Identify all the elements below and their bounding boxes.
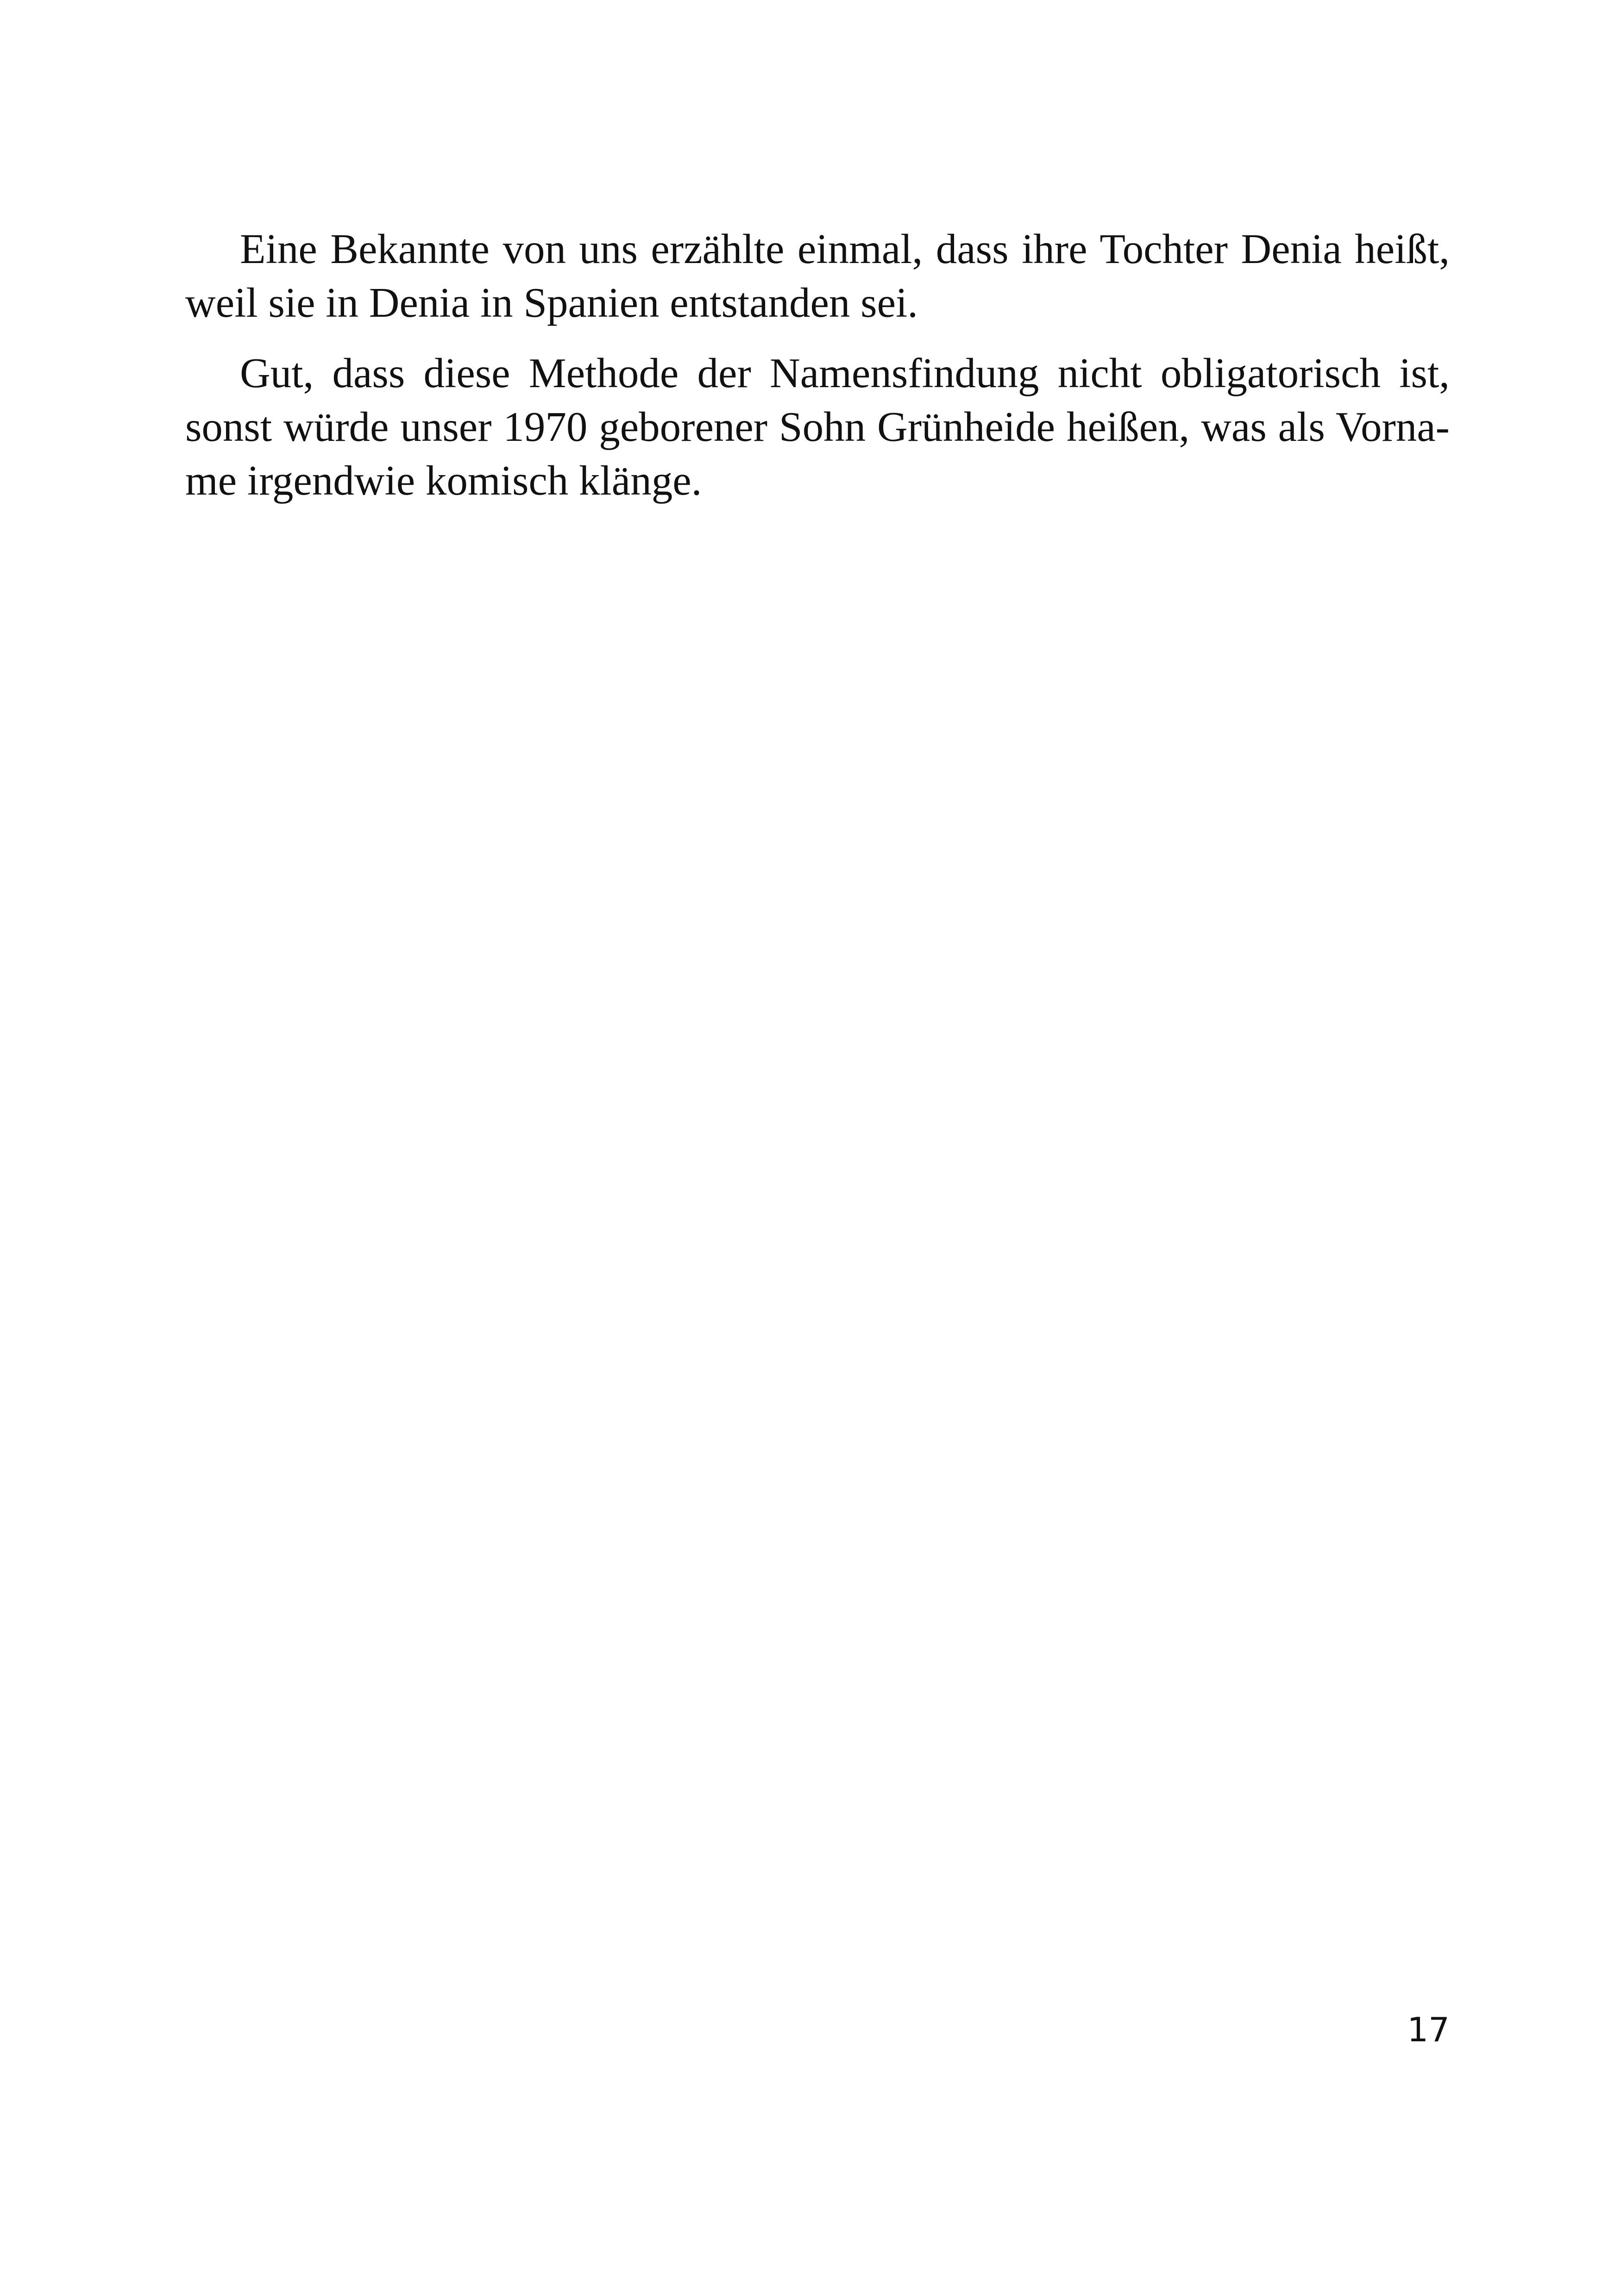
paragraph-1: Eine Bekannte von uns erzählte einmal, dass ihre Tochter Denia heißt, weil sie in Denia in Spanien entstanden sei. — [185, 226, 1450, 326]
body-text — [185, 222, 1450, 508]
paragraph-2: Gut, dass diese Methode der Namensfindung nicht obligatorisch ist, sonst würde unser 1970 geborener Sohn Grünheide heißen, was als Vorna- me irgendwie komisch klänge. — [185, 350, 1450, 504]
page-number: 17 — [1407, 2010, 1450, 2049]
